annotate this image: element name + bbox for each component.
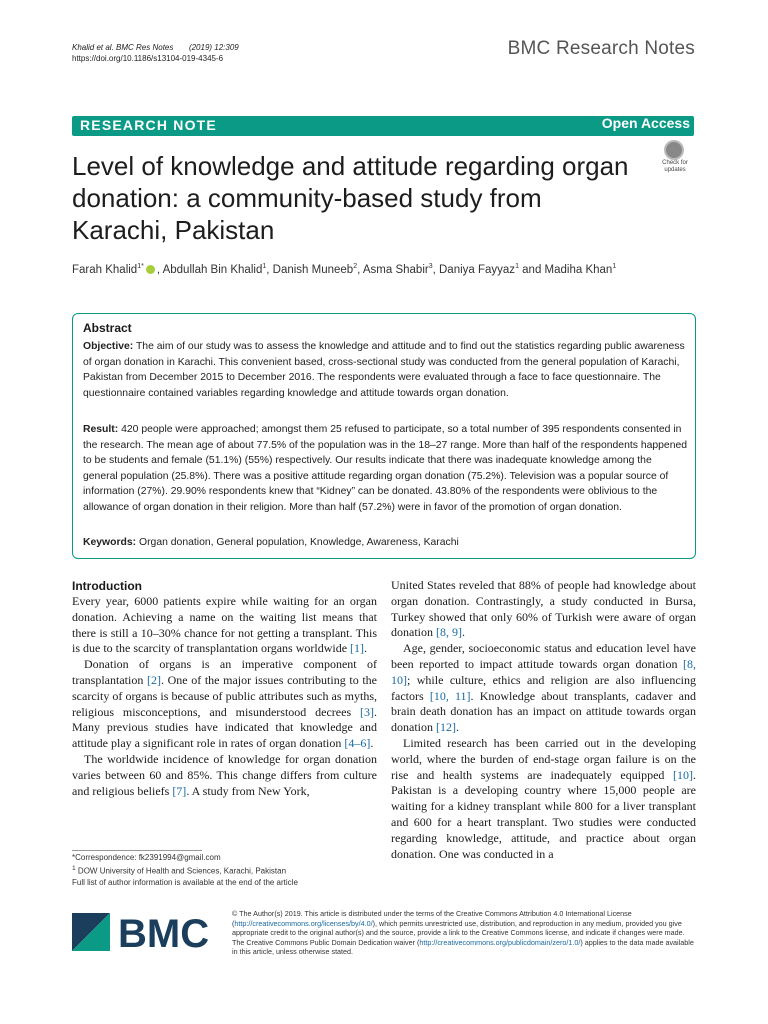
abstract-result: Result: 420 people were approached; amongst them 25 refused to participate, so a total number of 395 respondents consented in the research. The mean age of about 77.5% of the population was in the 18–27 range. More than half of the respondents happened to be students and female (51.1%) (55%) respectively. Our results indicate that there was inadequate knowledge among the general population (25.8%). There was a positive attitude regarding organ donation (75.2%). Television was a popular source of information (27%). 29.90% respondents knew that “Kidney” can be donated. 43.80% of the respondents were oblivious to the allowance of organ donation in their religion. More than half (57.2%) were in favor of the promotion of organ donation. [83,424,688,513]
citation-ref[interactable]: [10, 11] [429,688,471,703]
check-updates-label: Check for updates [662,160,688,173]
logo-text: BMC [118,912,210,955]
paragraph: Donation of organs is an imperative component of transplantation [2]. One of the major issues contributing to the scarcity of organs is because of public attributes such as myths, religious misconceptions, and misunderstood decrees [3]. Many previous studies have indicated that knowledge and attitude play a significant role in rates of organ donation [4–6]. [72,657,377,751]
author-name[interactable]: Farah Khalid [72,263,138,276]
citation-ref[interactable]: [4–6] [344,736,371,751]
paragraph: United States reveled that 88% of people had knowledge about organ donation. Contrastingly, a study conducted in Bursa, Turkey showed that only 60% of Turkish were aware of organ donation [8, 9]. [391,578,696,640]
orcid-icon[interactable] [146,265,155,274]
footnotes [72,852,298,888]
citation-ref[interactable]: [2] [146,672,161,687]
abstract-heading: Abstract [83,321,132,335]
journal-name: BMC Research Notes [507,38,695,59]
citation-ref[interactable]: [12] [436,720,456,735]
abstract-keywords: Keywords: Organ donation, General population, Knowledge, Awareness, Karachi [83,537,459,548]
doi-link[interactable]: https://doi.org/10.1186/s13104-019-4345-6 [72,54,224,63]
author-name[interactable]: , Daniya Fayyaz [432,263,516,276]
paragraph: Every year, 6000 patients expire while waiting for an organ donation. Achieving a name on the waiting list means that there is still a 10–30% chance for not getting a transplant. This is due to the scarcity of transplantation organs worldwide [1]. [72,594,377,656]
author-list: Farah Khalid$^{1*}$ , Abdullah Bin Khalid$^1$, Danish Muneeb$^2$, Asma Shabir$^3$, Daniya Fayyaz$^1$ and Madiha Khan$^1$ [72,263,617,276]
body-column-left [72,594,377,799]
paragraph: The worldwide incidence of knowledge for organ donation varies between 60 and 85%. This change differs from culture and religious beliefs [7]. A study from New York, [72,751,377,798]
affiliation-note: $^1$ DOW University of Health and Sciences, Karachi, Pakistan [72,865,287,876]
article-title: Level of knowledge and attitude regarding organ donation: a community-based study from Karachi, Pakistan [72,151,629,245]
paragraph: Limited research has been carried out in the developing world, where the burden of end-stage organ failure is on the rise and health systems are inadequately equipped [10]. Pakistan is a developing country where 15,000 people are waiting for a kidney transplant while 800 for a liver transplant and 600 for a heart transplant. Two studies were conducted regarding knowledge, attitude, and practice about organ donation. One was conducted in a [391,735,696,861]
citation-ref[interactable]: [1] [350,641,365,656]
citation-year: (2019) 12:309 [188,43,239,52]
footnote-divider [72,850,202,851]
check-updates-icon [664,140,684,160]
paragraph: Age, gender, socioeconomic status and education level have been reported to impact attitude towards organ donation [8, 10]; while culture, ethics and religion are also influencing factors [10, 11]. Knowledge about transplants, cadaver and brain death donation has an impact on attitude towards organ donation [12]. [391,641,696,735]
citation-ref[interactable]: [7] [172,783,187,798]
citation-authors: Khalid et al. BMC Res Notes [72,43,174,52]
citation-line [72,42,239,64]
abstract-objective: Objective: The aim of our study was to assess the knowledge and attitude and to find out the statistics regarding public awareness of organ donation in Karachi. This convenient based, cross-sectional study was conducted from the general population of Karachi, Pakistan from December 2015 to December 2016. The respondents were evaluated through a face to face questionnaire. The questionnaire contained variables regarding knowledge and attitude towards organ donation. [83,341,685,399]
license-text: © The Author(s) 2019. This article is distributed under the terms of the Creative Commons Attribution 4.0 International License (http://creativecommons.org/licenses/by/4.0/), which permits unrestricted use, distribution, and reproduction in any medium, provided you give appropriate credit to the original author(s) and the source, provide a link to the Creative Commons license, and indicate if changes were made. The Creative Commons Public Domain Dedication waiver (http://creativecommons.org/publicdomain/zero/1.0/) applies to the data made available in this article, unless otherwise stated. [232,909,694,957]
author-name[interactable]: and Madiha Khan [518,263,613,276]
section-heading-introduction: Introduction [72,579,142,593]
abstract-box [72,313,696,559]
correspondence-note: *Correspondence: fk2391994@gmail.com [72,853,221,862]
author-name[interactable]: , Asma Shabir [357,263,429,276]
body-column-right [391,578,696,862]
citation-ref[interactable]: [8, 9] [436,625,462,640]
license-link[interactable]: http://creativecommons.org/licenses/by/4.0/ [234,918,373,928]
article-type-label: RESEARCH NOTE [80,117,217,133]
author-name[interactable]: , Abdullah Bin Khalid [156,263,263,276]
author-name[interactable]: , Danish Muneeb [266,263,354,276]
citation-ref[interactable]: [8, 10] [391,656,696,687]
check-for-updates-badge[interactable] [656,140,694,180]
bmc-logo [72,907,232,955]
open-access-label: Open Access [601,115,690,131]
author-info-note: Full list of author information is available at the end of the article [72,877,298,887]
citation-ref[interactable]: [3] [360,704,374,719]
public-domain-link[interactable]: http://creativecommons.org/publicdomain/zero/1.0/ [419,937,581,947]
citation-ref[interactable]: [10] [673,767,693,782]
